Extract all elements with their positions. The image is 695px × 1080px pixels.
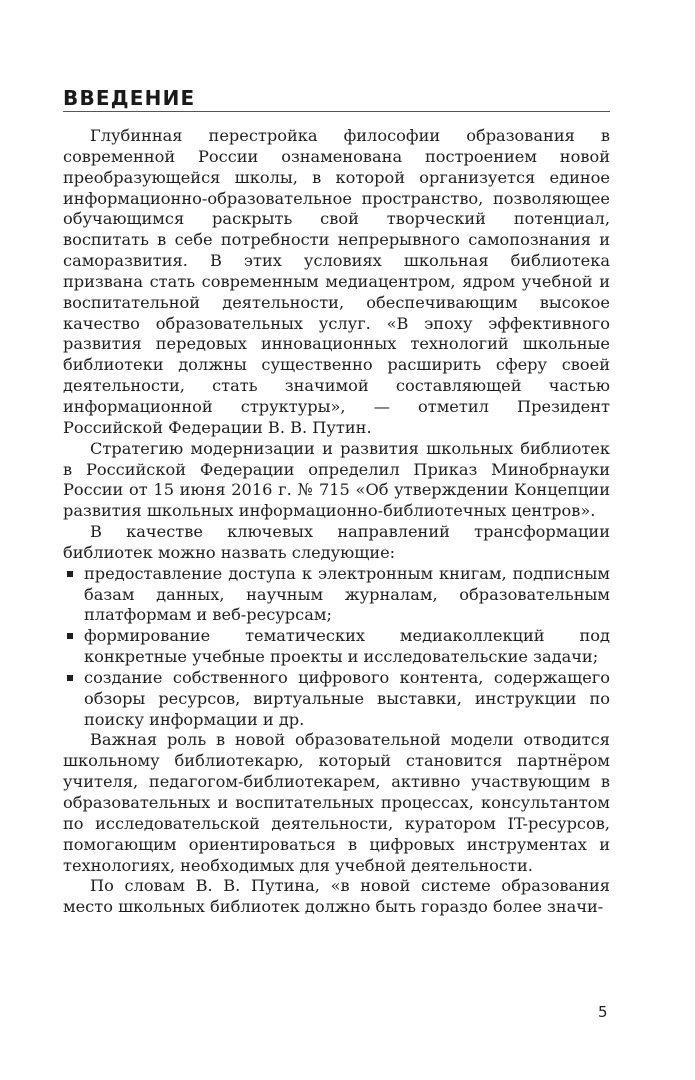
list-item-text: формирование тематических медиаколлекций под конкретные учебные проекты и исследовательские задачи; bbox=[84, 626, 610, 667]
paragraph-librarian-role: Важная роль в новой образовательной модели отводится школьному библиотекарю, который становится партнёром учителя, педагогом-библиотекарем, активно участвующим в образовательных и воспитательных процессах, консультантом по исследовательской деятельности, куратором IT-ресурсов, помогающим ориентироваться в цифровых инструментах и технологиях, необходимых для учебной деятельности. bbox=[63, 730, 610, 875]
square-bullet-icon bbox=[67, 675, 73, 681]
paragraph-putin-quote: По словам В. В. Путина, «в новой системе образования место школьных библиотек должно быть гораздо более значи- bbox=[63, 876, 610, 917]
directions-list bbox=[63, 564, 610, 731]
square-bullet-icon bbox=[67, 571, 73, 577]
section-heading: ВВЕДЕНИЕ bbox=[63, 86, 196, 110]
square-bullet-icon bbox=[67, 633, 73, 639]
list-item bbox=[63, 626, 610, 668]
page-number: 5 bbox=[598, 1003, 608, 1021]
paragraph-intro: Глубинная перестройка философии образования в современной России ознаменована построением новой преобразующейся школы, в которой организуется единое информационно-образовательное пространство, позволяющее обучающимся раскрыть свой творческий потенциал, воспитать в себе потребности непрерывного самопознания и саморазвития. В этих условиях школьная библиотека призвана стать современным медиацентром, ядром учебной и воспитательной деятельности, обеспечивающим высокое качество образовательных услуг. «В эпоху эффективного развития передовых инновационных технологий школьные библиотеки должны существенно расширить сферу своей деятельности, стать значимой составляющей частью информационной структуры», — отметил Президент Российской Федерации В. В. Путин. bbox=[63, 126, 610, 437]
list-item bbox=[63, 564, 610, 627]
list-item bbox=[63, 668, 610, 731]
list-item-text: предоставление доступа к электронным книгам, подписным базам данных, научным журналам, образовательным платформам и веб-ресурсам; bbox=[84, 563, 610, 625]
heading-rule bbox=[63, 111, 610, 112]
list-item-text: создание собственного цифрового контента, содержащего обзоры ресурсов, виртуальные выставки, инструкции по поиску информации и др. bbox=[84, 667, 610, 729]
paragraph-directions: В качестве ключевых направлений трансформации библиотек можно назвать следующие: bbox=[63, 522, 610, 562]
body-text bbox=[63, 126, 610, 918]
paragraph-strategy: Стратегию модернизации и развития школьных библиотек в Российской Федерации определил Приказ Минобрнауки России от 15 июня 2016 г. № 715 «Об утверждении Концепции развития школьных информационно-библиотечных центров». bbox=[63, 438, 610, 521]
